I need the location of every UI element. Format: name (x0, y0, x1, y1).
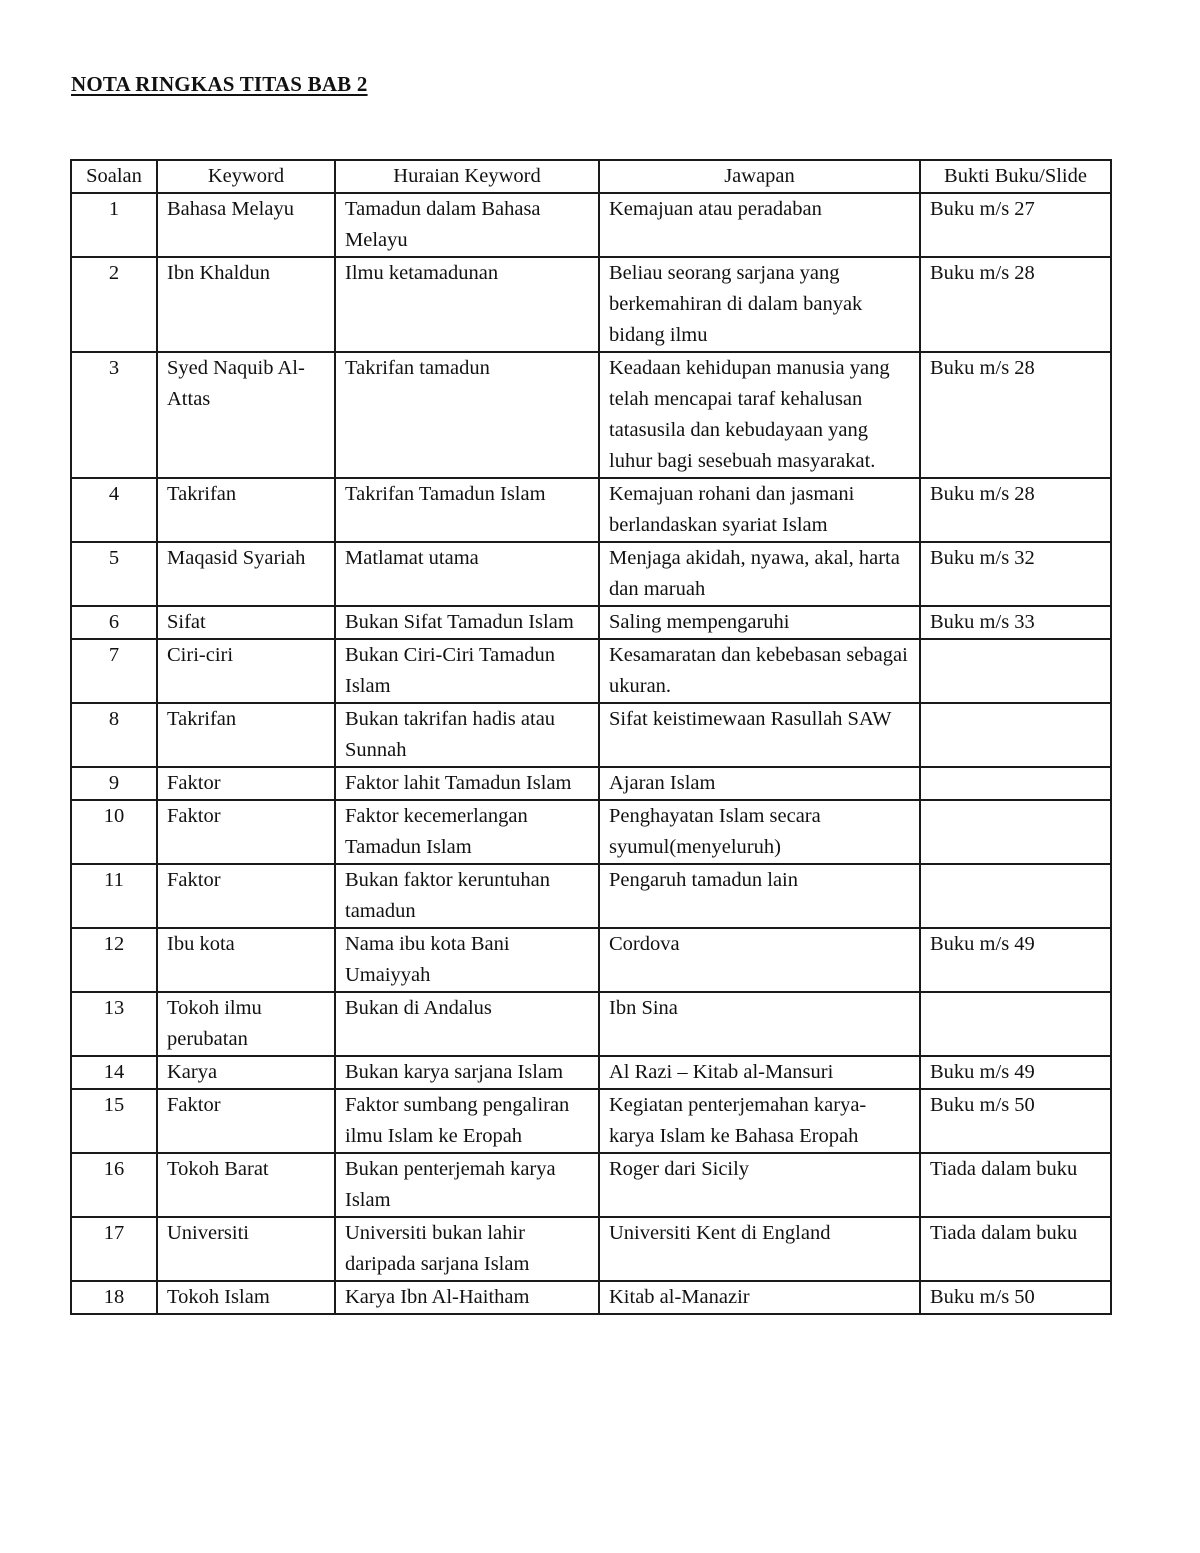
cell-soalan: 16 (71, 1153, 157, 1217)
table-row (71, 800, 1111, 864)
cell-soalan: 2 (71, 257, 157, 352)
cell-huraian: Faktor kecemerlangan Tamadun Islam (335, 800, 599, 864)
cell-soalan: 17 (71, 1217, 157, 1281)
table-row (71, 639, 1111, 703)
cell-bukti: Tiada dalam buku (920, 1153, 1111, 1217)
cell-keyword: Universiti (157, 1217, 335, 1281)
notes-table (70, 159, 1112, 1315)
cell-huraian: Faktor sumbang pengaliran ilmu Islam ke Eropah (335, 1089, 599, 1153)
table-row (71, 352, 1111, 478)
cell-soalan: 1 (71, 193, 157, 257)
cell-soalan: 13 (71, 992, 157, 1056)
cell-soalan: 7 (71, 639, 157, 703)
cell-jawapan: Pengaruh tamadun lain (599, 864, 920, 928)
cell-keyword: Faktor (157, 767, 335, 800)
cell-keyword: Sifat (157, 606, 335, 639)
table-row (71, 703, 1111, 767)
cell-jawapan: Kitab al-Manazir (599, 1281, 920, 1314)
table-row (71, 1089, 1111, 1153)
cell-jawapan: Saling mempengaruhi (599, 606, 920, 639)
cell-huraian: Bukan takrifan hadis atau Sunnah (335, 703, 599, 767)
cell-bukti: Buku m/s 49 (920, 928, 1111, 992)
cell-huraian: Matlamat utama (335, 542, 599, 606)
table-row (71, 193, 1111, 257)
cell-bukti (920, 800, 1111, 864)
cell-jawapan: Kemajuan rohani dan jasmani berlandaskan syariat Islam (599, 478, 920, 542)
cell-bukti: Buku m/s 50 (920, 1281, 1111, 1314)
cell-huraian: Takrifan tamadun (335, 352, 599, 478)
cell-soalan: 5 (71, 542, 157, 606)
cell-soalan: 8 (71, 703, 157, 767)
table-row (71, 542, 1111, 606)
table-row (71, 1217, 1111, 1281)
cell-bukti (920, 992, 1111, 1056)
cell-jawapan: Beliau seorang sarjana yang berkemahiran di dalam banyak bidang ilmu (599, 257, 920, 352)
table-row (71, 1056, 1111, 1089)
cell-huraian: Tamadun dalam Bahasa Melayu (335, 193, 599, 257)
cell-keyword: Tokoh ilmu perubatan (157, 992, 335, 1056)
column-header-bukti: Bukti Buku/Slide (920, 160, 1111, 193)
table-header-row (71, 160, 1111, 193)
cell-keyword: Faktor (157, 800, 335, 864)
table-row (71, 1153, 1111, 1217)
cell-huraian: Bukan penterjemah karya Islam (335, 1153, 599, 1217)
cell-huraian: Bukan karya sarjana Islam (335, 1056, 599, 1089)
cell-bukti (920, 767, 1111, 800)
column-header-soalan: Soalan (71, 160, 157, 193)
document-title: NOTA RINGKAS TITAS BAB 2 (71, 72, 368, 96)
cell-jawapan: Keadaan kehidupan manusia yang telah mencapai taraf kehalusan tatasusila dan kebudayaan yang luhur bagi sesebuah masyarakat. (599, 352, 920, 478)
cell-soalan: 14 (71, 1056, 157, 1089)
cell-soalan: 12 (71, 928, 157, 992)
cell-keyword: Bahasa Melayu (157, 193, 335, 257)
cell-jawapan: Cordova (599, 928, 920, 992)
cell-soalan: 18 (71, 1281, 157, 1314)
cell-soalan: 11 (71, 864, 157, 928)
cell-huraian: Bukan faktor keruntuhan tamadun (335, 864, 599, 928)
cell-jawapan: Roger dari Sicily (599, 1153, 920, 1217)
table-row (71, 992, 1111, 1056)
cell-bukti: Buku m/s 27 (920, 193, 1111, 257)
cell-keyword: Takrifan (157, 703, 335, 767)
table-row (71, 257, 1111, 352)
cell-bukti: Buku m/s 28 (920, 352, 1111, 478)
cell-jawapan: Kemajuan atau peradaban (599, 193, 920, 257)
cell-keyword: Faktor (157, 864, 335, 928)
table-row (71, 767, 1111, 800)
column-header-jawapan: Jawapan (599, 160, 920, 193)
cell-soalan: 6 (71, 606, 157, 639)
cell-huraian: Bukan Sifat Tamadun Islam (335, 606, 599, 639)
cell-jawapan: Ibn Sina (599, 992, 920, 1056)
cell-keyword: Tokoh Barat (157, 1153, 335, 1217)
cell-soalan: 3 (71, 352, 157, 478)
cell-keyword: Maqasid Syariah (157, 542, 335, 606)
cell-bukti: Buku m/s 33 (920, 606, 1111, 639)
cell-huraian: Takrifan Tamadun Islam (335, 478, 599, 542)
table-row (71, 478, 1111, 542)
cell-bukti: Buku m/s 32 (920, 542, 1111, 606)
cell-bukti (920, 639, 1111, 703)
cell-jawapan: Kegiatan penterjemahan karya-karya Islam ke Bahasa Eropah (599, 1089, 920, 1153)
cell-keyword: Takrifan (157, 478, 335, 542)
cell-jawapan: Kesamaratan dan kebebasan sebagai ukuran. (599, 639, 920, 703)
cell-jawapan: Sifat keistimewaan Rasullah SAW (599, 703, 920, 767)
table-row (71, 928, 1111, 992)
table-row (71, 864, 1111, 928)
cell-keyword: Syed Naquib Al-Attas (157, 352, 335, 478)
cell-bukti: Buku m/s 50 (920, 1089, 1111, 1153)
cell-keyword: Ibu kota (157, 928, 335, 992)
cell-huraian: Bukan Ciri-Ciri Tamadun Islam (335, 639, 599, 703)
cell-jawapan: Ajaran Islam (599, 767, 920, 800)
cell-bukti (920, 703, 1111, 767)
table-row (71, 606, 1111, 639)
table-row (71, 1281, 1111, 1314)
cell-jawapan: Al Razi – Kitab al-Mansuri (599, 1056, 920, 1089)
cell-bukti: Buku m/s 49 (920, 1056, 1111, 1089)
column-header-huraian-keyword: Huraian Keyword (335, 160, 599, 193)
cell-huraian: Nama ibu kota Bani Umaiyyah (335, 928, 599, 992)
cell-huraian: Ilmu ketamadunan (335, 257, 599, 352)
cell-soalan: 9 (71, 767, 157, 800)
cell-bukti: Buku m/s 28 (920, 257, 1111, 352)
cell-soalan: 15 (71, 1089, 157, 1153)
cell-bukti: Tiada dalam buku (920, 1217, 1111, 1281)
column-header-keyword: Keyword (157, 160, 335, 193)
cell-huraian: Faktor lahit Tamadun Islam (335, 767, 599, 800)
cell-soalan: 10 (71, 800, 157, 864)
cell-huraian: Bukan di Andalus (335, 992, 599, 1056)
cell-bukti (920, 864, 1111, 928)
cell-bukti: Buku m/s 28 (920, 478, 1111, 542)
cell-keyword: Ciri-ciri (157, 639, 335, 703)
cell-jawapan: Penghayatan Islam secara syumul(menyeluruh) (599, 800, 920, 864)
cell-jawapan: Menjaga akidah, nyawa, akal, harta dan maruah (599, 542, 920, 606)
cell-keyword: Faktor (157, 1089, 335, 1153)
cell-soalan: 4 (71, 478, 157, 542)
cell-keyword: Karya (157, 1056, 335, 1089)
cell-huraian: Universiti bukan lahir daripada sarjana Islam (335, 1217, 599, 1281)
cell-keyword: Tokoh Islam (157, 1281, 335, 1314)
cell-jawapan: Universiti Kent di England (599, 1217, 920, 1281)
cell-keyword: Ibn Khaldun (157, 257, 335, 352)
cell-huraian: Karya Ibn Al-Haitham (335, 1281, 599, 1314)
